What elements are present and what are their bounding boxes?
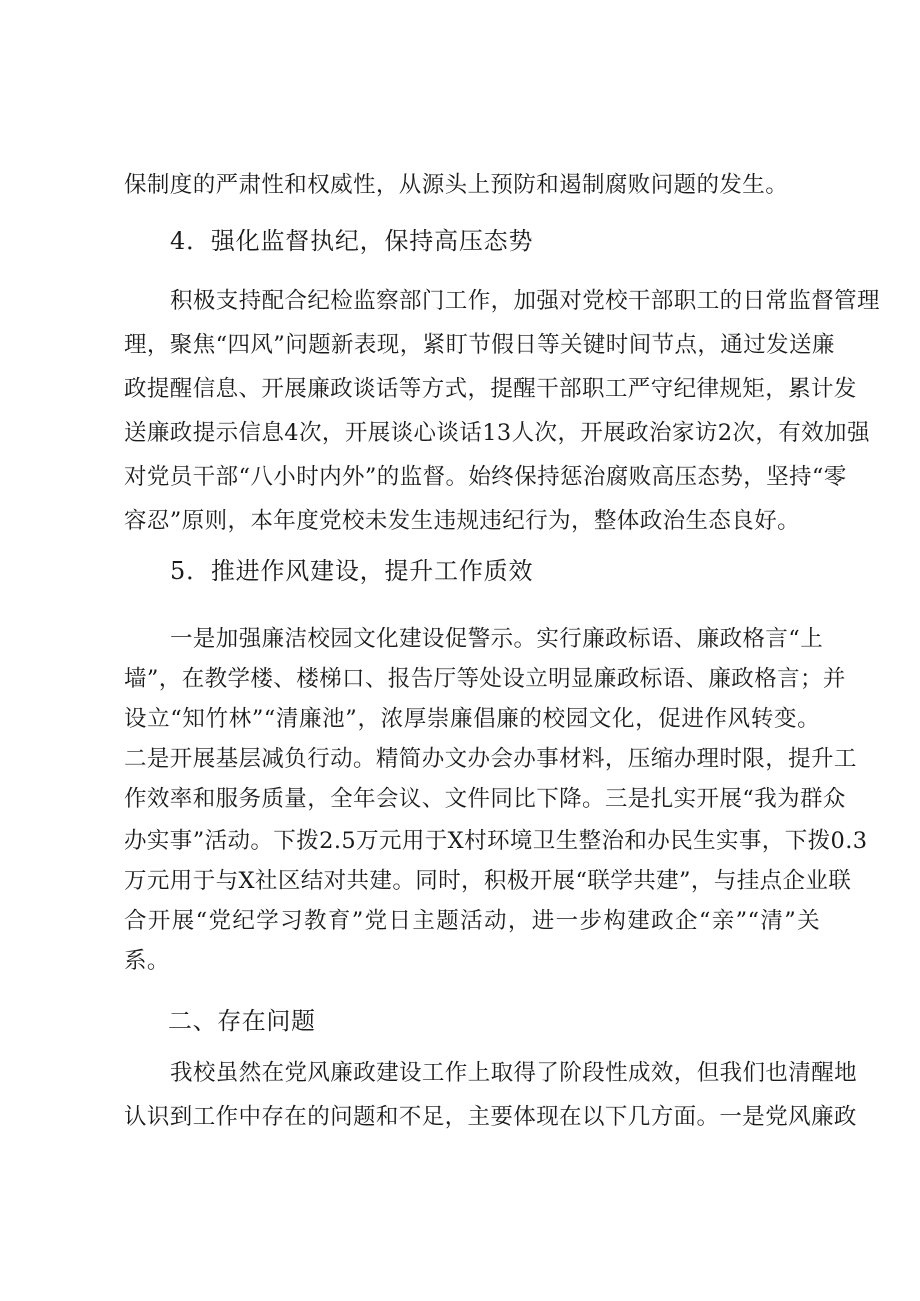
paragraph-line: 我校虽然在党风廉政建设工作上取得了阶段性成效，但我们也清醒地 xyxy=(170,1060,858,1086)
paragraph-line: 对党员干部“八小时内外”的监督。始终保持惩治腐败高压态势，坚持“零 xyxy=(124,464,847,490)
paragraph-line: 系。 xyxy=(124,948,170,974)
item5-heading: 5．推进作风建设，提升工作质效 xyxy=(170,557,534,585)
paragraph-line: 积极支持配合纪检监察部门工作，加强对党校干部职工的日常监督管理 xyxy=(170,288,880,314)
paragraph-line: 设立“知竹林”“清廉池”，浓厚崇廉倡廉的校园文化，促进作风转变。 xyxy=(124,706,820,732)
item4-heading: 4．强化监督执纪，保持高压态势 xyxy=(170,227,534,255)
section-heading: 二、存在问题 xyxy=(168,1007,316,1035)
paragraph-line: 办实事”活动。下拨2.5万元用于X村环境卫生整治和办民生实事，下拨0.3 xyxy=(124,828,868,854)
paragraph-line: 合开展“党纪学习教育”党日主题活动，进一步构建政企“亲”“清”关 xyxy=(124,908,820,934)
paragraph-line: 一是加强廉洁校园文化建设促警示。实行廉政标语、廉政格言“上 xyxy=(170,626,824,652)
paragraph-line: 理，聚焦“四风”问题新表现，紧盯节假日等关键时间节点，通过发送廉 xyxy=(124,332,835,358)
paragraph-line: 保制度的严肃性和权威性，从源头上预防和遏制腐败问题的发生。 xyxy=(124,172,789,198)
paragraph-line: 政提醒信息、开展廉政谈话等方式，提醒干部职工严守纪律规矩，累计发 xyxy=(124,376,857,402)
paragraph-line: 作效率和服务质量，全年会议、文件同比下降。三是扎实开展“我为群众 xyxy=(124,786,846,812)
paragraph-line: 万元用于与X社区结对共建。同时，积极开展“联学共建”，与挂点企业联 xyxy=(124,868,852,894)
paragraph-line: 认识到工作中存在的问题和不足，主要体现在以下几方面。一是党风廉政 xyxy=(124,1104,857,1130)
paragraph-line: 容忍”原则，本年度党校未发生违规违纪行为，整体政治生态良好。 xyxy=(124,508,801,534)
paragraph-line: 二是开展基层减负行动。精简办文办会办事材料，压缩办理时限，提升工 xyxy=(124,746,857,772)
paragraph-line: 送廉政提示信息4次，开展谈心谈话13人次，开展政治家访2次，有效加强 xyxy=(124,420,870,446)
paragraph-line: 墙”，在教学楼、楼梯口、报告厅等处设立明显廉政标语、廉政格言；并 xyxy=(124,666,846,692)
